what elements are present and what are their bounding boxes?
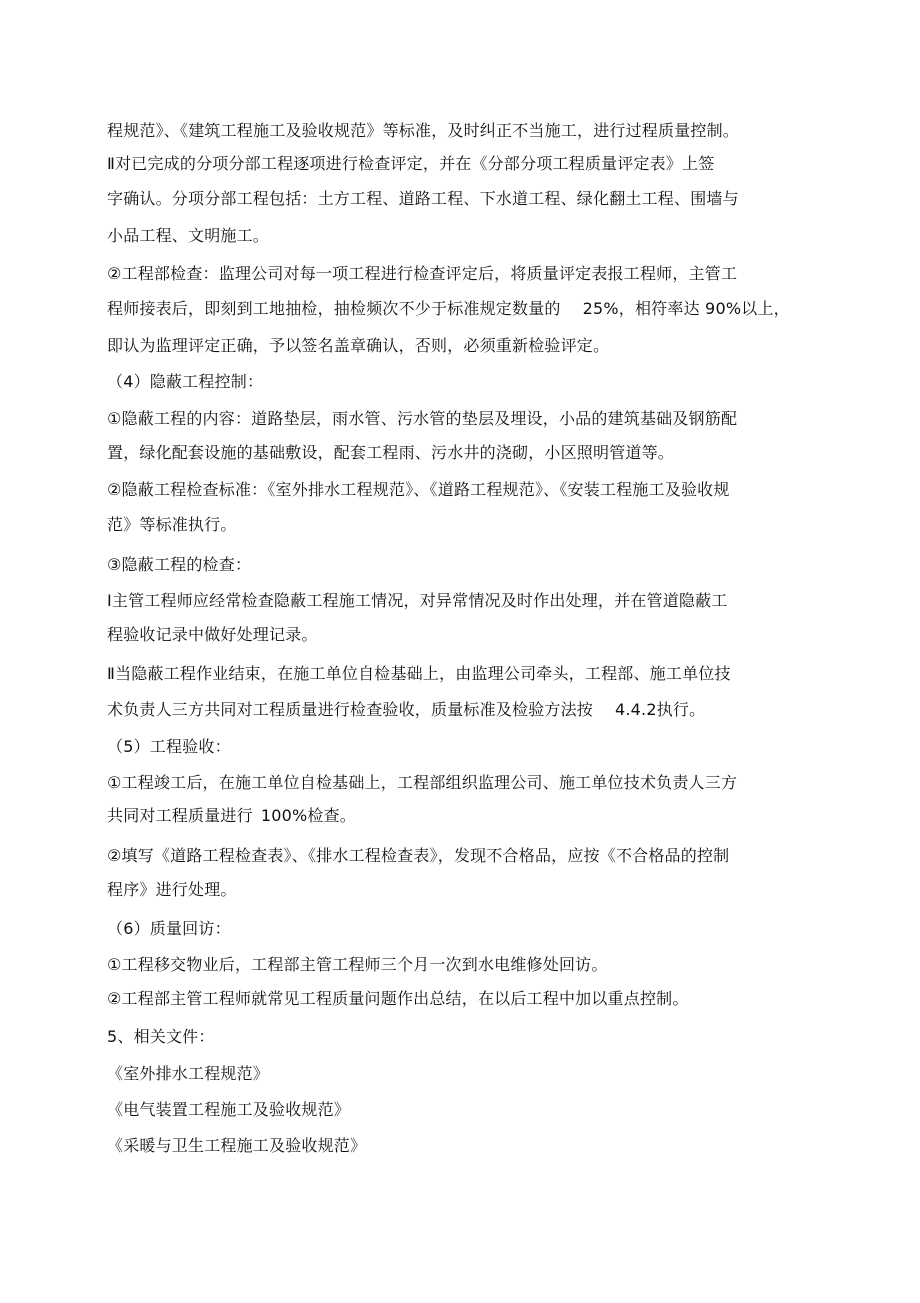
text-line: 程规范》、《建筑工程施工及验收规范》等标准，及时纠正不当施工，进行过程质量控制。 <box>107 121 740 140</box>
section-heading: （5）工程验收： <box>107 737 231 756</box>
text-line: 字确认。分项分部工程包括：土方工程、道路工程、下水道工程、绿化翻土工程、围墙与 <box>107 189 739 208</box>
reference-item: 《电气装置工程施工及验收规范》 <box>107 1100 351 1119</box>
text-line: ①隐蔽工程的内容：道路垫层，雨水管、污水管的垫层及埋设，小品的建筑基础及钢筋配 <box>107 409 738 428</box>
text-line: ②隐蔽工程检查标准：《室外排水工程规范》、《道路工程规范》、《安装工程施工及验收规 <box>107 480 730 499</box>
text-line: Ⅰ主管工程师应经常检查隐蔽工程施工情况，对异常情况及时作出处理，并在管道隐蔽工 <box>107 591 728 610</box>
text-line: 程序》进行处理。 <box>107 880 237 899</box>
reference-item: 《采暖与卫生工程施工及验收规范》 <box>107 1136 367 1155</box>
text-line: ②工程部主管工程师就常见工程质量问题作出总结，在以后工程中加以重点控制。 <box>107 989 689 1008</box>
section-heading: （6）质量回访： <box>107 919 231 938</box>
text-segment: 术负责人三方共同对工程质量进行检查验收，质量标准及检验方法按 <box>107 700 594 719</box>
text-line: ①工程移交物业后，工程部主管工程师三个月一次到水电维修处回访。 <box>107 955 608 974</box>
text-line: ①工程竣工后，在施工单位自检基础上，工程部组织监理公司、施工单位技术负责人三方 <box>107 773 738 792</box>
text-line: 即认为监理评定正确，予以签名盖章确认，否则，必须重新检验评定。 <box>107 336 610 355</box>
text-segment: 4.4.2执行。 <box>615 700 706 719</box>
text-line <box>107 806 356 826</box>
text-line: ③隐蔽工程的检查： <box>107 555 252 574</box>
text-segment: 25%，相符率达 90%以上， <box>582 299 790 318</box>
reference-item: 《室外排水工程规范》 <box>107 1064 270 1083</box>
text-segment: 100%检查。 <box>260 806 356 825</box>
section-heading: 5、相关文件： <box>107 1027 215 1046</box>
text-line: Ⅱ当隐蔽工程作业结束，在施工单位自检基础上，由监理公司牵头，工程部、施工单位技 <box>107 664 731 683</box>
text-line <box>107 700 705 720</box>
section-heading: （4）隐蔽工程控制： <box>107 372 264 391</box>
text-line: ②工程部检查：监理公司对每一项工程进行检查评定后，将质量评定表报工程师，主管工 <box>107 264 738 283</box>
text-line: 范》等标准执行。 <box>107 515 237 534</box>
text-line: 程验收记录中做好处理记录。 <box>107 625 318 644</box>
text-line: 小品工程、文明施工。 <box>107 226 270 245</box>
text-line <box>107 299 790 319</box>
text-line: ②填写《道路工程检查表》、《排水工程检查表》，发现不合格品，应按《不合格品的控制 <box>107 846 730 865</box>
text-line: Ⅱ对已完成的分项分部工程逐项进行检查评定，并在《分部分项工程质量评定表》上签 <box>107 154 715 173</box>
text-segment: 程师接表后，即刻到工地抽检，抽检频次不少于标准规定数量的 <box>107 299 561 318</box>
text-line: 置，绿化配套设施的基础敷设，配套工程雨、污水井的浇砌，小区照明管道等。 <box>107 443 675 462</box>
text-segment: 共同对工程质量进行 <box>107 806 253 825</box>
